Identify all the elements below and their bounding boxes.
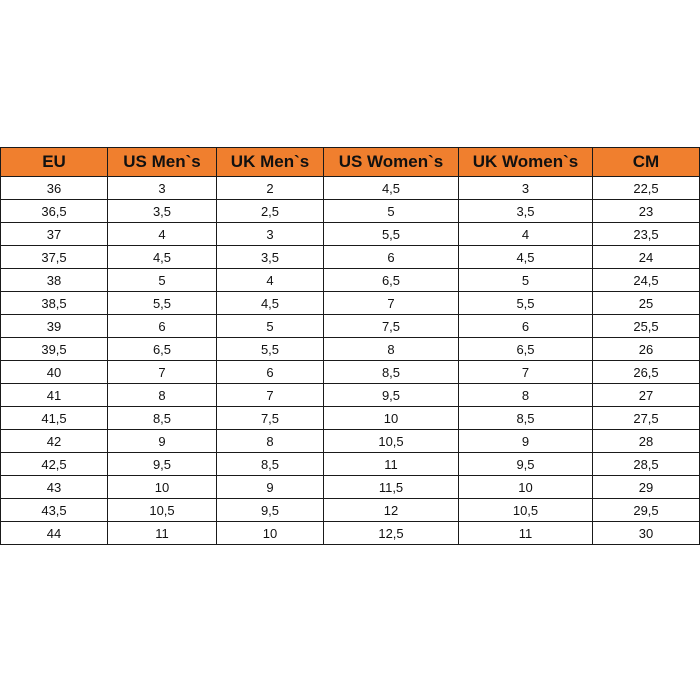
cell-uk-men: 3 xyxy=(217,223,324,246)
header-eu: EU xyxy=(1,148,108,177)
cell-cm: 28 xyxy=(593,430,700,453)
cell-eu: 40 xyxy=(1,361,108,384)
cell-us-women: 11 xyxy=(324,453,459,476)
cell-eu: 37 xyxy=(1,223,108,246)
cell-us-women: 8 xyxy=(324,338,459,361)
cell-us-women: 6,5 xyxy=(324,269,459,292)
table-row xyxy=(1,338,700,361)
cell-uk-men: 5,5 xyxy=(217,338,324,361)
cell-us-women: 6 xyxy=(324,246,459,269)
cell-us-women: 5,5 xyxy=(324,223,459,246)
cell-us-women: 7,5 xyxy=(324,315,459,338)
cell-cm: 27 xyxy=(593,384,700,407)
cell-uk-women: 10,5 xyxy=(459,499,593,522)
cell-us-men: 4,5 xyxy=(108,246,217,269)
cell-uk-women: 6 xyxy=(459,315,593,338)
cell-eu: 38 xyxy=(1,269,108,292)
table-row xyxy=(1,223,700,246)
cell-uk-men: 9 xyxy=(217,476,324,499)
cell-uk-women: 3 xyxy=(459,177,593,200)
cell-uk-women: 4,5 xyxy=(459,246,593,269)
cell-us-women: 10 xyxy=(324,407,459,430)
cell-us-men: 6,5 xyxy=(108,338,217,361)
table-row xyxy=(1,200,700,223)
table-row xyxy=(1,269,700,292)
cell-us-women: 11,5 xyxy=(324,476,459,499)
cell-us-women: 5 xyxy=(324,200,459,223)
cell-eu: 37,5 xyxy=(1,246,108,269)
cell-uk-men: 7 xyxy=(217,384,324,407)
cell-us-men: 6 xyxy=(108,315,217,338)
header-row xyxy=(1,148,700,177)
cell-cm: 29,5 xyxy=(593,499,700,522)
cell-uk-men: 9,5 xyxy=(217,499,324,522)
cell-eu: 42,5 xyxy=(1,453,108,476)
table-row xyxy=(1,476,700,499)
cell-us-men: 7 xyxy=(108,361,217,384)
cell-eu: 41 xyxy=(1,384,108,407)
cell-cm: 23 xyxy=(593,200,700,223)
header-uk-women: UK Women`s xyxy=(459,148,593,177)
cell-eu: 36 xyxy=(1,177,108,200)
header-cm: CM xyxy=(593,148,700,177)
cell-us-women: 7 xyxy=(324,292,459,315)
cell-eu: 42 xyxy=(1,430,108,453)
header-uk-men: UK Men`s xyxy=(217,148,324,177)
cell-uk-women: 9 xyxy=(459,430,593,453)
cell-uk-men: 3,5 xyxy=(217,246,324,269)
cell-cm: 26 xyxy=(593,338,700,361)
cell-us-men: 3,5 xyxy=(108,200,217,223)
cell-cm: 24,5 xyxy=(593,269,700,292)
cell-us-men: 9 xyxy=(108,430,217,453)
cell-eu: 39,5 xyxy=(1,338,108,361)
cell-us-women: 4,5 xyxy=(324,177,459,200)
cell-cm: 29 xyxy=(593,476,700,499)
cell-uk-men: 10 xyxy=(217,522,324,545)
cell-eu: 43 xyxy=(1,476,108,499)
cell-us-men: 10 xyxy=(108,476,217,499)
cell-uk-women: 5 xyxy=(459,269,593,292)
table-row xyxy=(1,246,700,269)
cell-uk-women: 3,5 xyxy=(459,200,593,223)
cell-uk-men: 2 xyxy=(217,177,324,200)
cell-eu: 39 xyxy=(1,315,108,338)
table-row xyxy=(1,177,700,200)
cell-uk-women: 8 xyxy=(459,384,593,407)
cell-cm: 30 xyxy=(593,522,700,545)
table-row xyxy=(1,430,700,453)
header-us-women: US Women`s xyxy=(324,148,459,177)
cell-uk-women: 11 xyxy=(459,522,593,545)
cell-cm: 23,5 xyxy=(593,223,700,246)
cell-cm: 28,5 xyxy=(593,453,700,476)
cell-cm: 24 xyxy=(593,246,700,269)
cell-us-women: 8,5 xyxy=(324,361,459,384)
table-row xyxy=(1,522,700,545)
cell-us-men: 11 xyxy=(108,522,217,545)
cell-uk-men: 4 xyxy=(217,269,324,292)
table-body xyxy=(1,177,700,545)
cell-uk-women: 10 xyxy=(459,476,593,499)
cell-uk-men: 5 xyxy=(217,315,324,338)
cell-eu: 41,5 xyxy=(1,407,108,430)
cell-eu: 36,5 xyxy=(1,200,108,223)
cell-uk-men: 8,5 xyxy=(217,453,324,476)
cell-us-men: 8,5 xyxy=(108,407,217,430)
cell-uk-women: 8,5 xyxy=(459,407,593,430)
cell-uk-women: 5,5 xyxy=(459,292,593,315)
cell-eu: 38,5 xyxy=(1,292,108,315)
table-row xyxy=(1,292,700,315)
cell-us-women: 12,5 xyxy=(324,522,459,545)
cell-uk-women: 6,5 xyxy=(459,338,593,361)
table-row xyxy=(1,315,700,338)
cell-eu: 44 xyxy=(1,522,108,545)
table-row xyxy=(1,384,700,407)
cell-us-men: 3 xyxy=(108,177,217,200)
table-row xyxy=(1,499,700,522)
cell-cm: 26,5 xyxy=(593,361,700,384)
cell-cm: 27,5 xyxy=(593,407,700,430)
header-us-men: US Men`s xyxy=(108,148,217,177)
table-row xyxy=(1,453,700,476)
cell-uk-men: 6 xyxy=(217,361,324,384)
table-row xyxy=(1,407,700,430)
cell-uk-men: 8 xyxy=(217,430,324,453)
cell-cm: 25 xyxy=(593,292,700,315)
table-row xyxy=(1,361,700,384)
cell-uk-men: 4,5 xyxy=(217,292,324,315)
cell-uk-men: 7,5 xyxy=(217,407,324,430)
cell-us-men: 4 xyxy=(108,223,217,246)
cell-uk-women: 7 xyxy=(459,361,593,384)
cell-uk-women: 4 xyxy=(459,223,593,246)
cell-us-women: 10,5 xyxy=(324,430,459,453)
cell-us-men: 8 xyxy=(108,384,217,407)
cell-uk-men: 2,5 xyxy=(217,200,324,223)
cell-us-men: 9,5 xyxy=(108,453,217,476)
size-chart-table xyxy=(0,147,700,545)
cell-uk-women: 9,5 xyxy=(459,453,593,476)
cell-cm: 22,5 xyxy=(593,177,700,200)
cell-us-men: 5,5 xyxy=(108,292,217,315)
cell-eu: 43,5 xyxy=(1,499,108,522)
cell-us-men: 10,5 xyxy=(108,499,217,522)
cell-us-women: 12 xyxy=(324,499,459,522)
cell-us-men: 5 xyxy=(108,269,217,292)
cell-cm: 25,5 xyxy=(593,315,700,338)
cell-us-women: 9,5 xyxy=(324,384,459,407)
